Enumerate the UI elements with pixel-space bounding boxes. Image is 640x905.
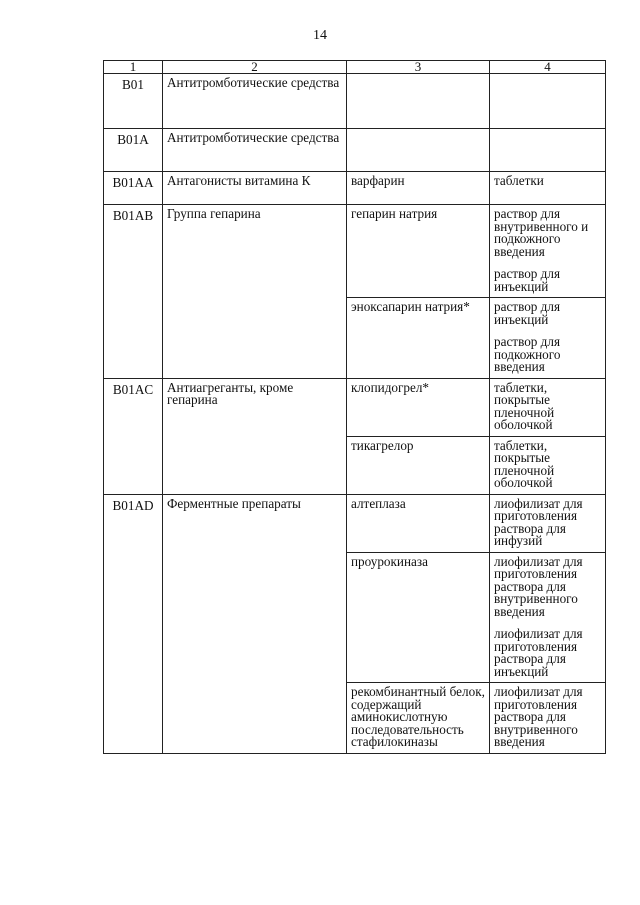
- group-name-cell: Антитромботические средства: [163, 129, 347, 172]
- column-header: 1: [104, 61, 163, 74]
- drug-name-cell: гепарин натрия: [347, 205, 490, 298]
- dosage-form: раствор для инъекций: [494, 266, 561, 294]
- dosage-form-cell: [490, 129, 606, 172]
- drug-name-cell: эноксапарин натрия*: [347, 298, 490, 379]
- page-number: 14: [313, 28, 327, 43]
- table-row: [104, 74, 606, 129]
- table-row: [104, 494, 606, 552]
- table-row: [104, 129, 606, 172]
- drug-name-cell: алтеплаза: [347, 494, 490, 552]
- drug-name-cell: рекомбинантный белок, содержащий аминокислотную последовательность стафилокиназы: [347, 683, 490, 754]
- dosage-form-cell: [490, 172, 606, 205]
- atc-code-cell: B01AA: [104, 172, 163, 205]
- drug-name-cell: варфарин: [347, 172, 490, 205]
- column-header: 3: [347, 61, 490, 74]
- drug-name-cell: тикагрелор: [347, 436, 490, 494]
- dosage-form-cell: [490, 205, 606, 298]
- dosage-form: лиофилизат для приготовления раствора для инъекций: [494, 626, 583, 679]
- group-name-cell: Антиагреганты, кроме гепарина: [163, 378, 347, 494]
- group-name-cell: Ферментные препараты: [163, 494, 347, 753]
- dosage-form: раствор для инъекций: [494, 299, 561, 327]
- header-row: [104, 61, 606, 74]
- dosage-form: таблетки: [494, 173, 544, 188]
- dosage-form: таблетки, покрытые пленочной оболочкой: [494, 379, 555, 432]
- drug-name-cell: [347, 129, 490, 172]
- table-row: [104, 205, 606, 298]
- drug-name-cell: клопидогрел*: [347, 378, 490, 436]
- drug-table: [103, 60, 606, 754]
- dosage-form: раствор для внутривенного и подкожного введения: [494, 206, 589, 259]
- group-name-cell: Антитромботические средства: [163, 74, 347, 129]
- column-header: 2: [163, 61, 347, 74]
- dosage-form-cell: [490, 378, 606, 436]
- dosage-form: таблетки, покрытые пленочной оболочкой: [494, 437, 555, 490]
- dosage-form: лиофилизат для приготовления раствора для внутривенного введения: [494, 684, 583, 749]
- dosage-form-cell: [490, 494, 606, 552]
- column-header: 4: [490, 61, 606, 74]
- atc-code-cell: B01A: [104, 129, 163, 172]
- atc-code-cell: B01AD: [104, 494, 163, 753]
- table-row: [104, 172, 606, 205]
- table-row: [104, 378, 606, 436]
- dosage-form: лиофилизат для приготовления раствора для инфузий: [494, 495, 583, 548]
- dosage-form-cell: [490, 552, 606, 683]
- atc-code-cell: B01: [104, 74, 163, 129]
- atc-code-cell: B01AC: [104, 378, 163, 494]
- dosage-form-cell: [490, 298, 606, 379]
- dosage-form-cell: [490, 436, 606, 494]
- group-name-cell: Антагонисты витамина К: [163, 172, 347, 205]
- dosage-form-cell: [490, 74, 606, 129]
- dosage-form: раствор для подкожного введения: [494, 334, 561, 374]
- drug-name-cell: [347, 74, 490, 129]
- dosage-form-cell: [490, 683, 606, 754]
- dosage-form: лиофилизат для приготовления раствора для внутривенного введения: [494, 553, 583, 619]
- atc-code-cell: B01AB: [104, 205, 163, 379]
- group-name-cell: Группа гепарина: [163, 205, 347, 379]
- drug-name-cell: проурокиназа: [347, 552, 490, 683]
